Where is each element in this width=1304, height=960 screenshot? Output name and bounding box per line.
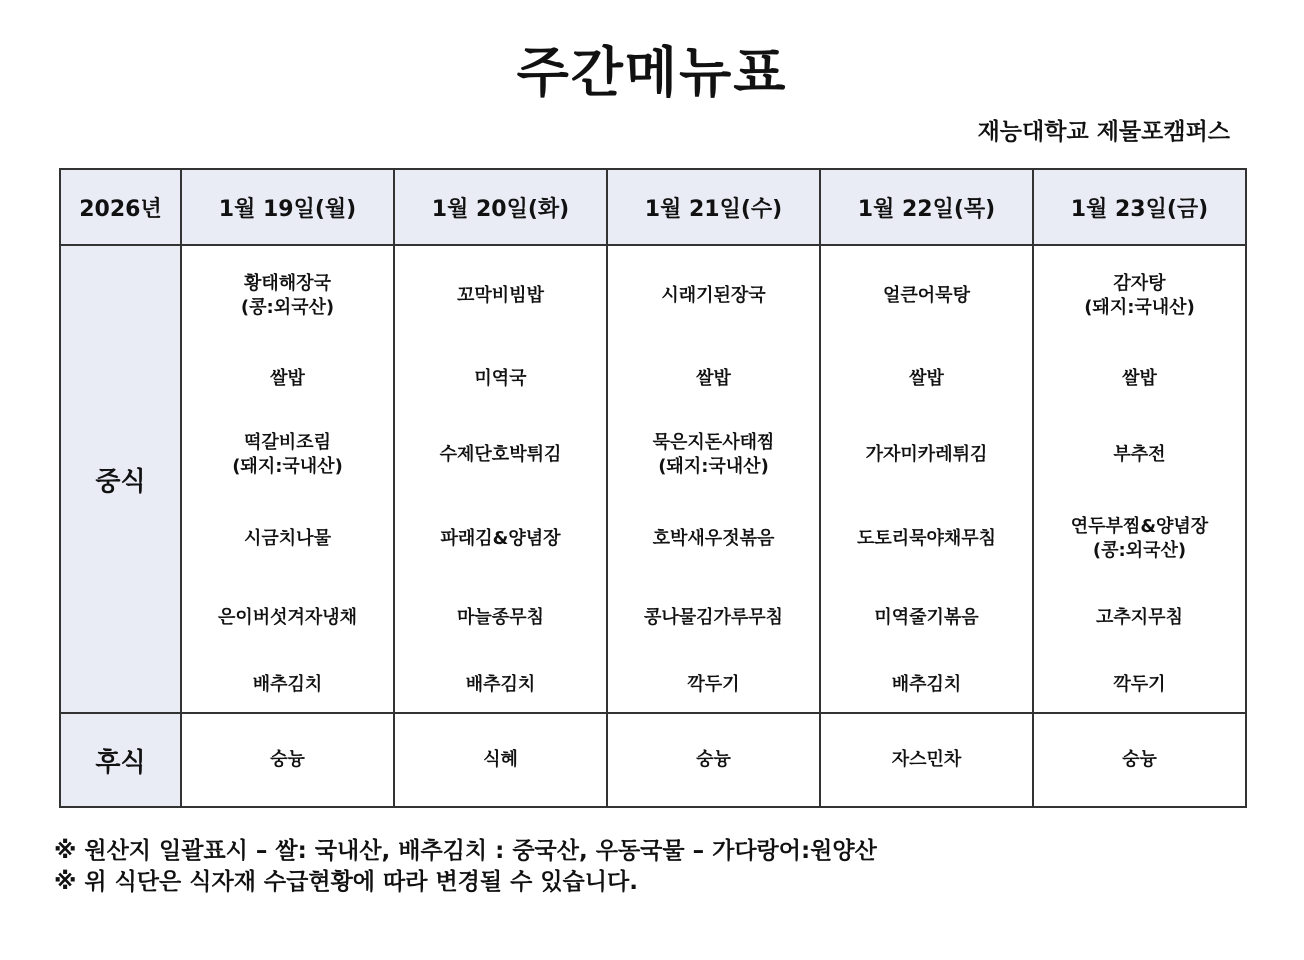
day-header-mon: 1월 19일(월) [181, 169, 394, 245]
dish-name: 쌀밥 [1122, 367, 1157, 389]
dish [182, 246, 393, 346]
dessert-item: 자스민차 [891, 749, 962, 770]
day-header-wed: 1월 21일(수) [607, 169, 820, 245]
dish-origin: (콩:외국산) [1092, 540, 1187, 561]
lunch-cell-wed [607, 245, 820, 713]
dish [1034, 579, 1245, 657]
dish [821, 579, 1032, 657]
dish-name: 호박새우젓볶음 [652, 528, 775, 549]
dish-name: 시래기된장국 [661, 285, 766, 306]
origin-note: ※ 원산지 일괄표시 – 쌀: 국내산, 배추김치 : 중국산, 우동국물 – 가다랑어:원양산 [54, 838, 877, 864]
dish-name: 쌀밥 [270, 367, 305, 389]
dish [1034, 346, 1245, 411]
dish-name: 마늘종무침 [457, 607, 544, 628]
day-header-thu: 1월 22일(목) [820, 169, 1033, 245]
dish [821, 411, 1032, 499]
dish [1034, 246, 1245, 346]
dish-origin: (콩:외국산) [240, 297, 335, 318]
header-row [60, 169, 1246, 245]
dessert-item: 숭늉 [696, 749, 731, 770]
dessert-cell-fri [1033, 713, 1246, 807]
dish-name: 고추지무침 [1096, 607, 1183, 628]
lunch-cell-fri [1033, 245, 1246, 713]
dessert-cell-tue [394, 713, 607, 807]
dish-name: 꼬막비빔밥 [457, 285, 544, 306]
dessert-row [60, 713, 1246, 807]
dish [608, 657, 819, 712]
dish-name: 파래김&양념장 [440, 528, 561, 549]
dish-name: 묵은지돈사태찜 [652, 432, 775, 453]
dish [395, 499, 606, 579]
day-header-tue: 1월 20일(화) [394, 169, 607, 245]
dessert-cell-thu [820, 713, 1033, 807]
dish [395, 346, 606, 411]
dish [821, 246, 1032, 346]
dish-name: 은이버섯겨자냉채 [217, 607, 358, 628]
dish [608, 246, 819, 346]
dish [608, 579, 819, 657]
dish [182, 499, 393, 579]
dish [608, 499, 819, 579]
dish [821, 346, 1032, 411]
dish-origin: (돼지:국내산) [1084, 297, 1195, 318]
dish [182, 657, 393, 712]
dish-name: 시금치나물 [244, 528, 331, 549]
lunch-row [60, 245, 1246, 713]
dish [182, 346, 393, 411]
dish-name: 도토리묵야채무침 [856, 528, 997, 549]
dish-name: 배추김치 [891, 673, 962, 695]
dish-name: 연두부찜&양념장 [1070, 516, 1209, 537]
page-title: 주간메뉴표 [516, 41, 788, 104]
dessert-cell-wed [607, 713, 820, 807]
dish [395, 246, 606, 346]
dish [608, 346, 819, 411]
change-note: ※ 위 식단은 식자재 수급현황에 따라 변경될 수 있습니다. [54, 869, 638, 895]
dish-name: 가자미카레튀김 [865, 444, 988, 465]
dish-name: 황태해장국 [244, 273, 331, 294]
dish-name: 얼큰어묵탕 [883, 285, 970, 306]
dessert-item: 숭늉 [270, 749, 305, 770]
lunch-cell-mon [181, 245, 394, 713]
lunch-label: 중식 [60, 245, 181, 713]
dish [821, 499, 1032, 579]
campus-name: 재능대학교 제물포캠퍼스 [977, 119, 1230, 145]
notes [54, 836, 877, 898]
dish-name: 콩나물김가루무침 [643, 607, 784, 628]
dish-origin: (돼지:국내산) [658, 456, 769, 477]
dish-name: 깍두기 [687, 673, 740, 695]
dish-name: 쌀밥 [909, 367, 944, 389]
dessert-item: 숭늉 [1122, 749, 1157, 770]
dish [395, 411, 606, 499]
dish [395, 579, 606, 657]
dish-name: 미역국 [474, 367, 527, 389]
dish [1034, 411, 1245, 499]
dessert-cell-mon [181, 713, 394, 807]
lunch-cell-thu [820, 245, 1033, 713]
dish [1034, 657, 1245, 712]
dish-name: 깍두기 [1113, 673, 1166, 695]
year-header: 2026년 [60, 169, 181, 245]
dish-name: 미역줄기볶음 [874, 607, 979, 628]
dish-name: 떡갈비조림 [244, 432, 331, 453]
dish-name: 쌀밥 [696, 367, 731, 389]
dish-name: 수제단호박튀김 [439, 444, 562, 465]
dish [182, 411, 393, 499]
dish [608, 411, 819, 499]
day-header-fri: 1월 23일(금) [1033, 169, 1246, 245]
dessert-item: 식혜 [483, 749, 518, 770]
dish [1034, 499, 1245, 579]
dish-origin: (돼지:국내산) [232, 456, 343, 477]
dessert-label: 후식 [60, 713, 181, 807]
dish [395, 657, 606, 712]
dish-name: 부추전 [1113, 444, 1166, 465]
dish [182, 579, 393, 657]
weekly-menu-table [59, 168, 1247, 808]
dish-name: 배추김치 [465, 673, 536, 695]
lunch-cell-tue [394, 245, 607, 713]
dish [821, 657, 1032, 712]
dish-name: 배추김치 [252, 673, 323, 695]
dish-name: 감자탕 [1113, 273, 1166, 294]
